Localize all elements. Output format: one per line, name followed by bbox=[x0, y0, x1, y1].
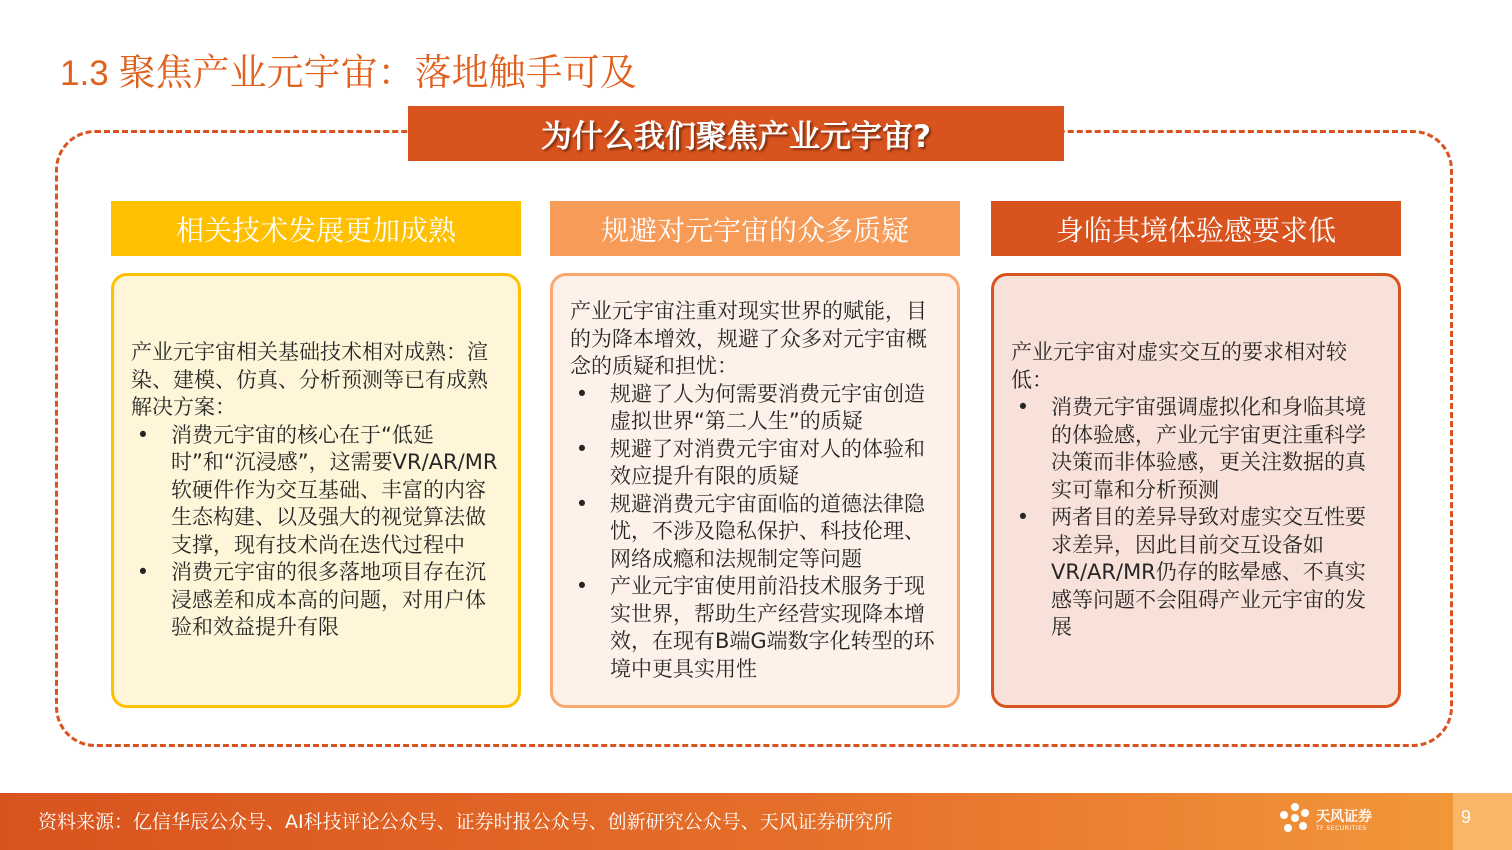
card-intro: 产业元宇宙对虚实交互的要求相对较低： bbox=[1011, 340, 1347, 392]
list-item bbox=[131, 422, 504, 560]
card-tech bbox=[111, 273, 521, 708]
bullet-list bbox=[131, 422, 504, 642]
list-item bbox=[131, 559, 504, 642]
card-doubts bbox=[550, 273, 960, 708]
company-logo bbox=[1278, 801, 1388, 839]
bullet-icon: • bbox=[1016, 505, 1030, 530]
page-number: 9 bbox=[1461, 807, 1472, 827]
card-immersion bbox=[991, 273, 1401, 708]
section-number: 1.3 bbox=[60, 54, 109, 93]
bullet-icon: • bbox=[136, 422, 150, 447]
flower-logo-icon bbox=[1278, 801, 1312, 835]
card-intro: 产业元宇宙相关基础技术相对成熟：渲染、建模、仿真、分析预测等已有成熟解决方案： bbox=[131, 340, 488, 420]
list-item bbox=[570, 436, 943, 491]
bullet-icon: • bbox=[1016, 395, 1030, 420]
bullet-icon: • bbox=[575, 491, 589, 516]
bullet-text: 消费元宇宙的很多落地项目存在沉浸感差和成本高的问题，对用户体验和效益提升有限 bbox=[171, 560, 486, 640]
bullet-text: 消费元宇宙强调虚拟化和身临其境的体验感，产业元宇宙更注重科学决策而非体验感，更关注数据的真实可靠和分析预测 bbox=[1051, 395, 1366, 502]
bullet-text: 产业元宇宙使用前沿技术服务于现实世界，帮助生产经营实现降本增效，在现有B端G端数字化转型的环境中更具实用性 bbox=[610, 574, 935, 681]
card-intro: 产业元宇宙注重对现实世界的赋能，目的为降本增效，规避了众多对元宇宙概念的质疑和担忧： bbox=[570, 299, 927, 378]
column-heading-doubts: 规避对元宇宙的众多质疑 bbox=[550, 201, 960, 256]
list-item bbox=[570, 573, 943, 683]
bullet-icon: • bbox=[575, 381, 589, 406]
bullet-text: 消费元宇宙的核心在于“低延时”和“沉浸感”，这需要VR/AR/MR软硬件作为交互基础、丰富的内容生态构建、以及强大的视觉算法做支撑，现有技术尚在迭代过程中 bbox=[171, 422, 498, 557]
list-item bbox=[570, 381, 943, 436]
bullet-text: 规避了人为何需要消费元宇宙创造虚拟世界“第二人生”的质疑 bbox=[610, 381, 925, 433]
bullet-list bbox=[1011, 394, 1384, 642]
column-heading-tech: 相关技术发展更加成熟 bbox=[111, 201, 521, 256]
bullet-text: 规避了对消费元宇宙对人的体验和效应提升有限的质疑 bbox=[610, 436, 925, 488]
list-item bbox=[1011, 394, 1384, 504]
title-text: 聚焦产业元宇宙：落地触手可及 bbox=[118, 51, 637, 94]
list-item bbox=[570, 491, 943, 574]
bullet-icon: • bbox=[575, 574, 589, 598]
bullet-icon: • bbox=[575, 436, 589, 461]
bullet-icon: • bbox=[136, 560, 150, 585]
bullet-text: 两者目的差异导致对虚实交互性要求差异，因此目前交互设备如VR/AR/MR仍存的眩晕感、不真实感等问题不会阻碍产业元宇宙的发展 bbox=[1051, 505, 1366, 640]
logo-name: 天风证券 bbox=[1316, 809, 1372, 825]
bullet-list bbox=[570, 381, 943, 684]
column-heading-immersion: 身临其境体验感要求低 bbox=[991, 201, 1401, 256]
source-note: 资料来源：亿信华辰公众号、AI科技评论公众号、证券时报公众号、创新研究公众号、天风证券研究所 bbox=[38, 811, 893, 833]
logo-subtitle: TF SECURITIES bbox=[1316, 825, 1367, 832]
question-banner: 为什么我们聚焦产业元宇宙? bbox=[408, 106, 1064, 161]
footer-bar bbox=[0, 793, 1512, 850]
list-item bbox=[1011, 504, 1384, 642]
page-title bbox=[60, 42, 637, 96]
bullet-text: 规避消费元宇宙面临的道德法律隐忧，不涉及隐私保护、科技伦理、网络成瘾和法规制定等问题 bbox=[610, 491, 925, 571]
